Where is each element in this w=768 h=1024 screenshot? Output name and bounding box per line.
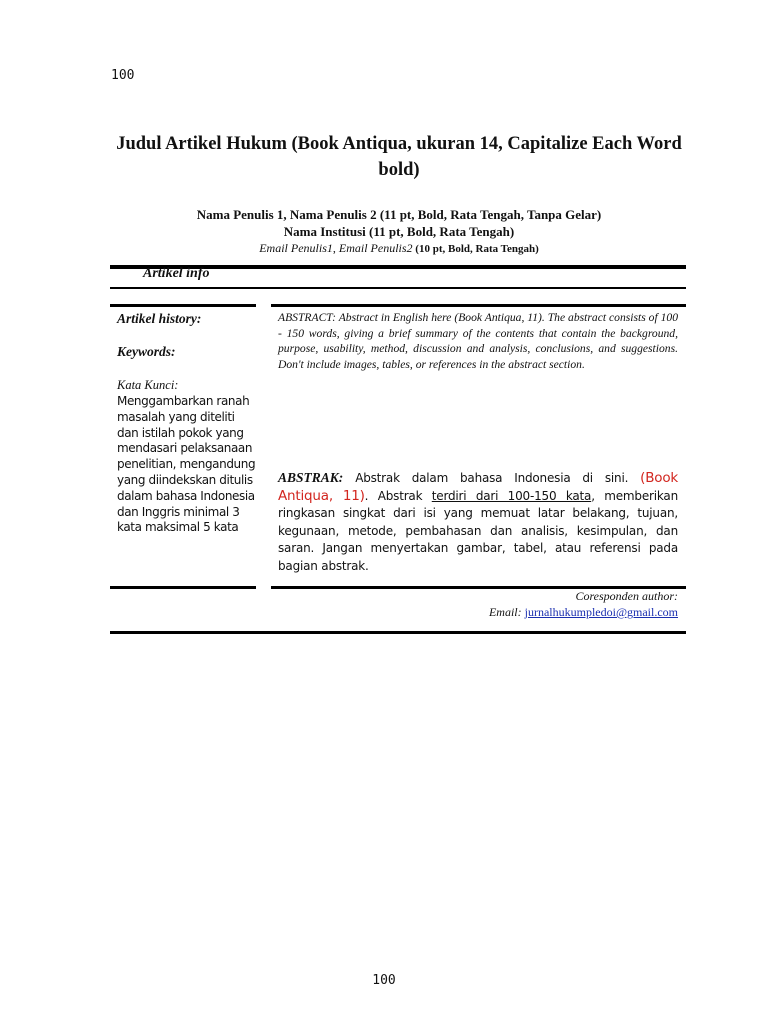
page-number-top: 100 <box>111 68 135 83</box>
institution-line: Nama Institusi (11 pt, Bold, Rata Tengah) <box>283 224 515 239</box>
keywords-heading: Keywords: <box>117 344 176 359</box>
article-title: Judul Artikel Hukum (Book Antiqua, ukuran 14, Capitalize Each Word bold) <box>116 134 682 180</box>
email-2: Email Penulis2 <box>338 241 413 255</box>
authors-line: Nama Penulis 1, Nama Penulis 2 (11 pt, Bold, Rata Tengah, Tanpa Gelar) <box>196 207 602 222</box>
rule-info-bottom <box>110 287 686 289</box>
artikel-info-heading: Artikel info <box>143 266 210 281</box>
abstrak-word-count: terdiri dari 100-150 kata <box>431 488 592 503</box>
abstract-english: ABSTRACT: Abstract in English here (Book Antiqua, 11). The abstract consists of 100 - 150 words, giving a brief summary of the contents that contain the background, purpose, usability, method, discussion and analysis, conclusions, and suggestions. Don't include images, tables, or references in the abstract section. <box>278 311 678 371</box>
corresponding-email-line <box>278 604 678 620</box>
kata-kunci-label: Kata Kunci: <box>117 378 179 392</box>
artikel-history-heading: Artikel history: <box>117 311 202 326</box>
authors-block <box>110 206 688 240</box>
abstrak-indonesia <box>278 469 678 575</box>
rule-left-top <box>110 304 256 307</box>
kata-kunci-text: Menggambarkan ranah masalah yang diteliti dan istilah pokok yang mendasari pelaksanaan penelitian, mengandung yang diindekskan ditulis dalam bahasa Indonesia dan Inggris minimal 3 kata maksimal 5 kata <box>117 394 256 535</box>
email-label: Email: <box>488 605 525 619</box>
rule-left-bottom <box>110 586 256 589</box>
abstrak-font-note: (Book Antiqua, 11) <box>278 470 678 504</box>
abstrak-text-1: Abstrak dalam bahasa Indonesia di sini. <box>343 471 641 485</box>
abstrak-text-3: , memberikan ringkasan singkat dari isi yang memuat latar belakang, tujuan, kegunaan, metode, pembahasan dan analisis, kesimpulan, dan saran. Jangan menyertakan gambar, tabel, atau referensi pada bagian abstrak. <box>278 488 678 573</box>
corresponding-author-block <box>278 588 678 620</box>
abstrak-label: ABSTRAK: <box>278 470 344 485</box>
email-format-note: (10 pt, Bold, Rata Tengah) <box>412 243 539 255</box>
rule-right-top <box>271 304 686 307</box>
corresponding-label: Coresponden author: <box>575 589 678 603</box>
emails-line <box>110 240 688 257</box>
corresponding-email-link[interactable]: jurnalhukumpledoi@gmail.com <box>524 605 678 619</box>
email-1: Email Penulis1 <box>259 241 333 255</box>
page-number-bottom: 100 <box>372 973 396 988</box>
rule-section-end <box>110 631 686 634</box>
email-separator: , <box>332 241 339 255</box>
abstrak-text-2: . Abstrak <box>364 488 432 503</box>
